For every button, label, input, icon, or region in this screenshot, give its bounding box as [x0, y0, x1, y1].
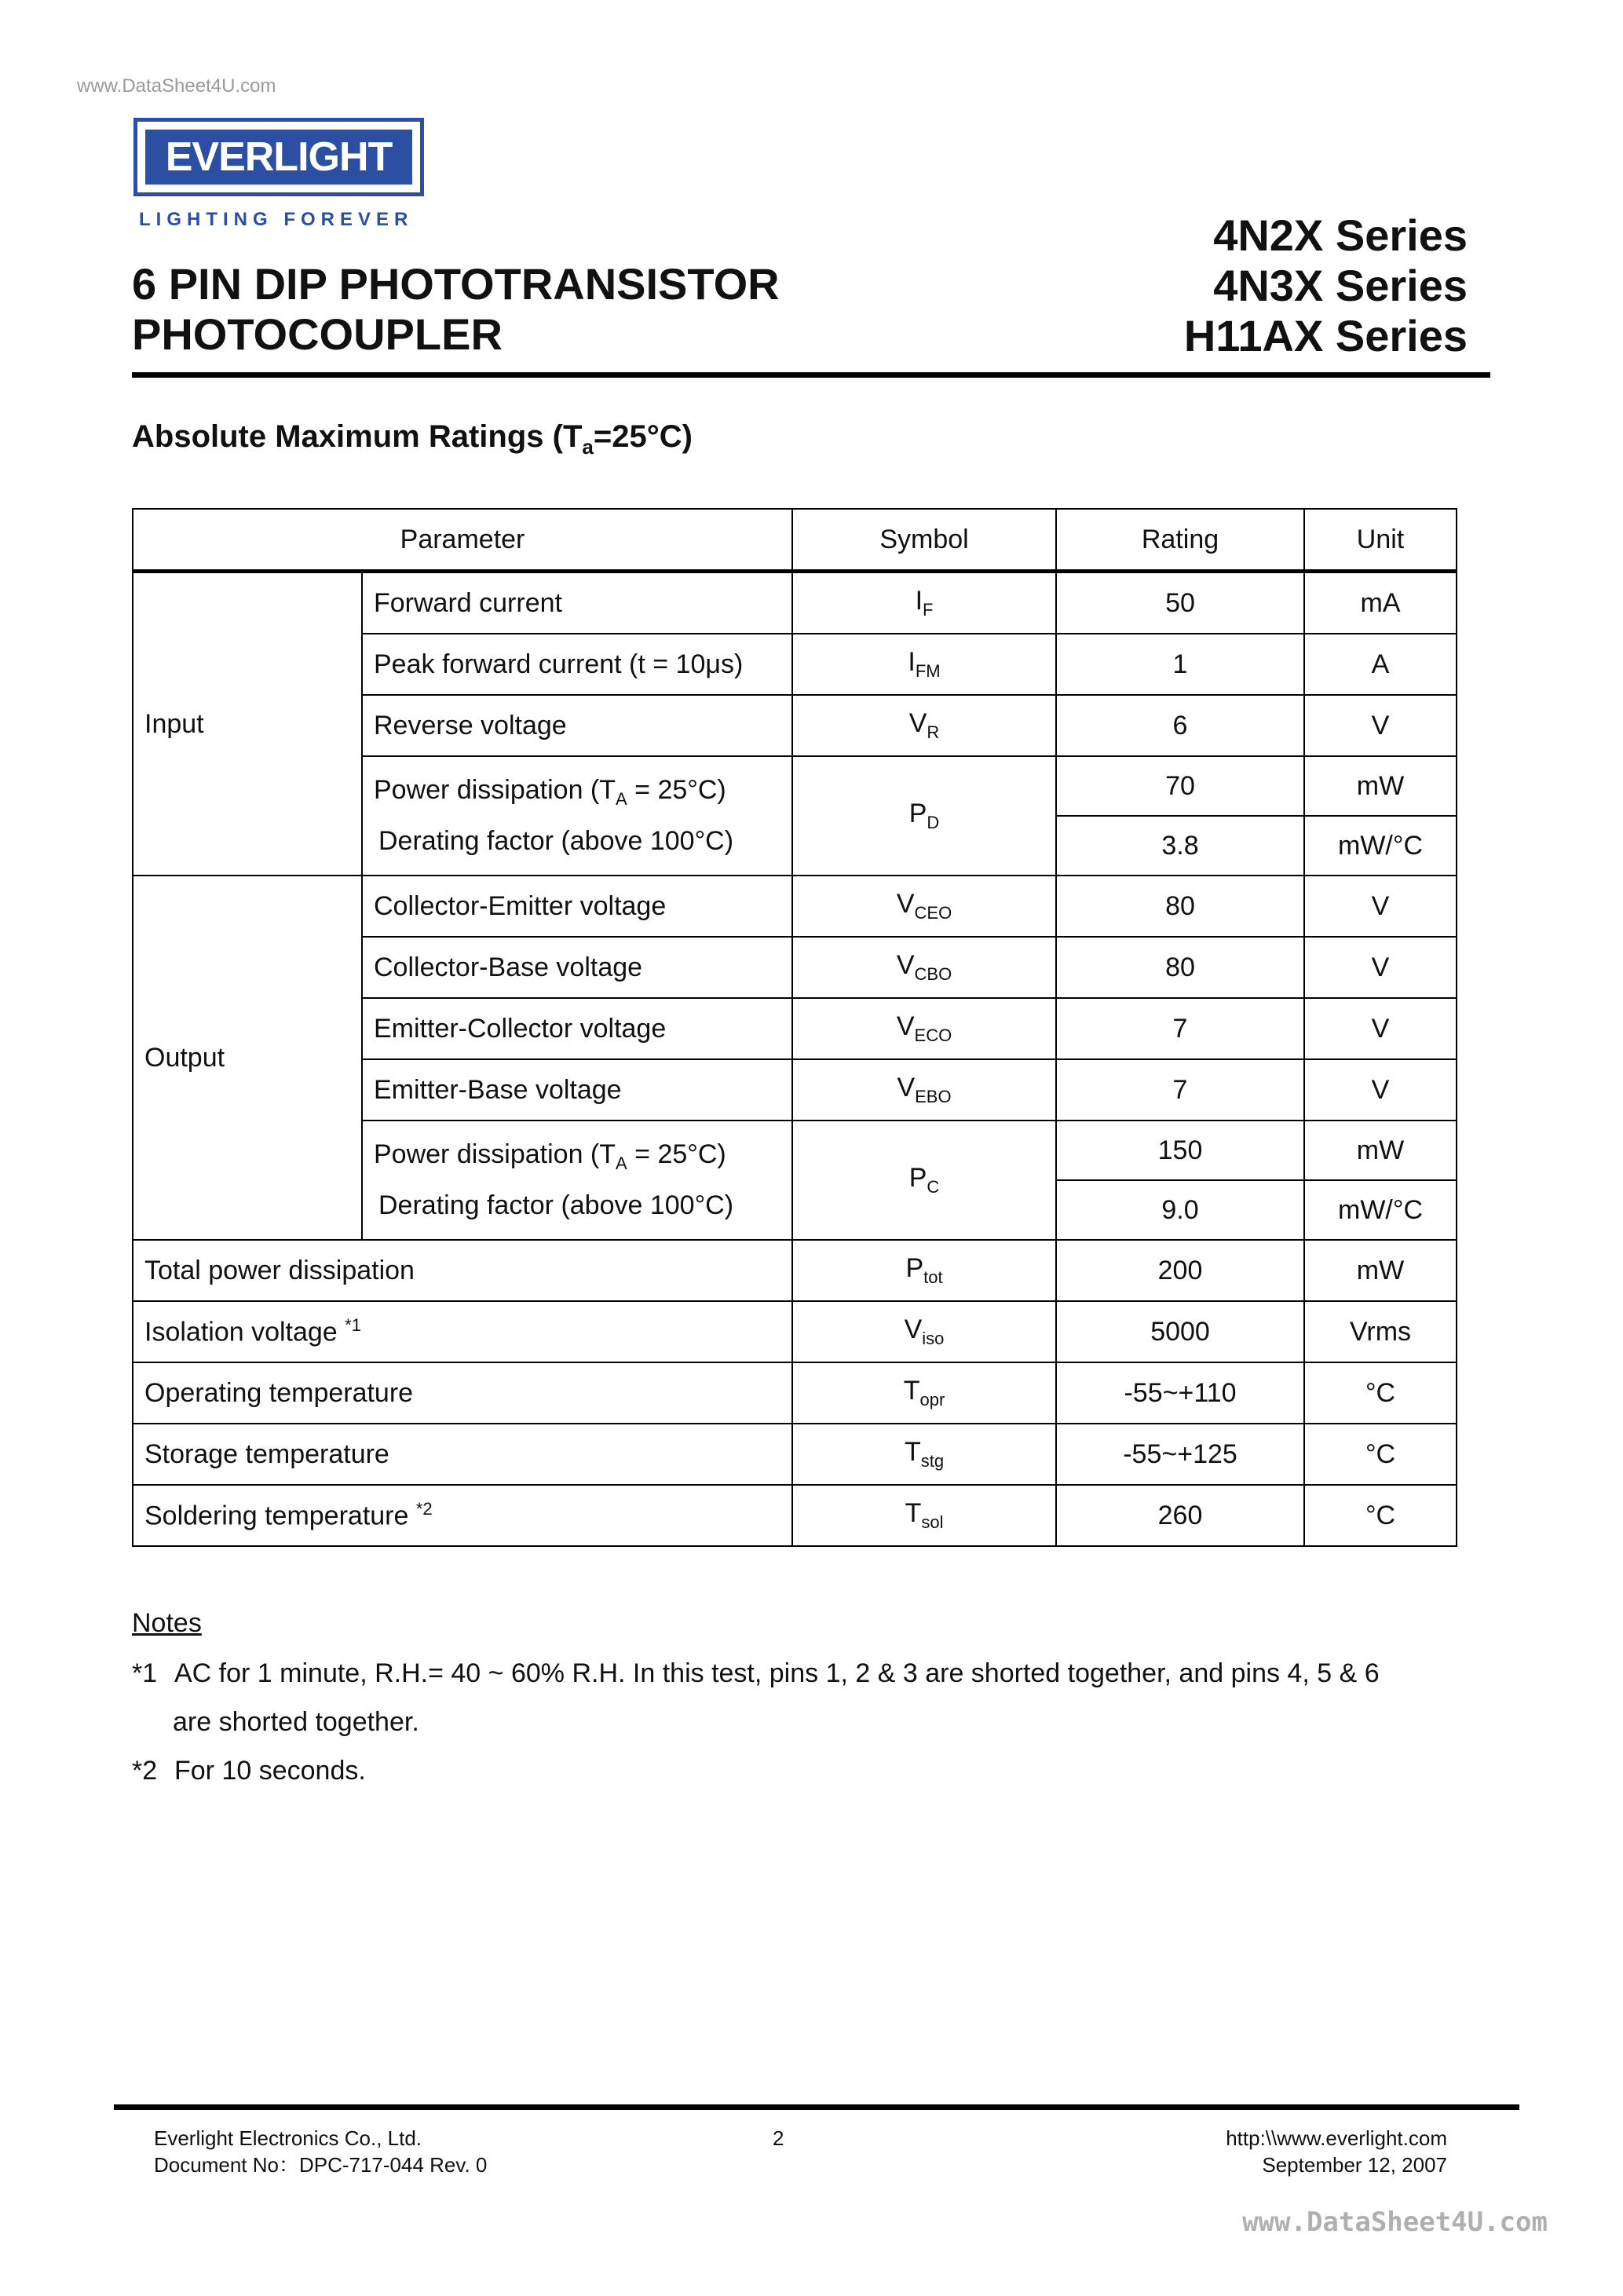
unit-vr: V [1304, 695, 1457, 756]
unit-viso: Vrms [1304, 1301, 1457, 1362]
symbol-pc: $P_C$ [792, 1121, 1056, 1240]
symbol-vcbo: $V_{CBO}$ [792, 937, 1056, 998]
footer-left [154, 2125, 487, 2178]
note-2-mark: *2 [132, 1756, 158, 1786]
param-soldering-temperature: Soldering temperature $^{*2}$ [133, 1485, 792, 1546]
table-row [133, 572, 1457, 634]
table-row [133, 1485, 1457, 1546]
symbol-vr: $V_R$ [792, 695, 1056, 756]
param-vcbo: Collector-Base voltage [362, 937, 792, 998]
symbol-tstg: $T_{stg}$ [792, 1424, 1056, 1485]
param-storage-temperature: Storage temperature [133, 1424, 792, 1485]
unit-ptot: mW [1304, 1240, 1457, 1301]
rating-tstg: -55~+125 [1056, 1424, 1304, 1485]
watermark-bottom: www.DataSheet4U.com [1242, 2206, 1548, 2238]
param-total-power: Total power dissipation [133, 1240, 792, 1301]
unit-tstg: °C [1304, 1424, 1457, 1485]
table-header-row [133, 509, 1457, 572]
rating-pc-derating: 9.0 [1056, 1180, 1304, 1240]
group-input: Input [133, 572, 362, 876]
symbol-ptot: $P_{tot}$ [792, 1240, 1056, 1301]
table-row [133, 1424, 1457, 1485]
header-unit: Unit [1304, 509, 1457, 572]
footer-rule [114, 2104, 1519, 2110]
rating-pd: 70 [1056, 756, 1304, 816]
param-forward-current: Forward current [362, 572, 792, 634]
rating-viso: 5000 [1056, 1301, 1304, 1362]
param-output-power [362, 1121, 792, 1240]
title-line-2: PHOTOCOUPLER [132, 309, 503, 359]
rating-if: 50 [1056, 572, 1304, 634]
param-reverse-voltage: Reverse voltage [362, 695, 792, 756]
unit-pd: mW [1304, 756, 1457, 816]
unit-pc: mW [1304, 1121, 1457, 1180]
rating-vceo: 80 [1056, 876, 1304, 937]
footer-right [1226, 2125, 1447, 2178]
unit-vceo: V [1304, 876, 1457, 937]
symbol-viso: $V_{iso}$ [792, 1301, 1056, 1362]
footer-url[interactable]: http:\\www.everlight.com [1226, 2126, 1447, 2150]
logo-tagline: LIGHTING FOREVER [139, 209, 414, 230]
symbol-if: $I_F$ [792, 572, 1056, 634]
notes-heading: Notes [132, 1608, 202, 1638]
rating-vcbo: 80 [1056, 937, 1304, 998]
param-peak-forward-current: Peak forward current (t = 10μs) [362, 634, 792, 695]
footer-company: Everlight Electronics Co., Ltd. [154, 2126, 422, 2150]
group-output: Output [133, 876, 362, 1240]
symbol-veco: $V_{ECO}$ [792, 998, 1056, 1059]
rating-pd-derating: 3.8 [1056, 816, 1304, 876]
symbol-vebo: $V_{EBO}$ [792, 1059, 1056, 1121]
symbol-ifm: $I_{FM}$ [792, 634, 1056, 695]
header-parameter: Parameter [133, 509, 792, 572]
header-rating: Rating [1056, 509, 1304, 572]
table-row [133, 876, 1457, 937]
param-vebo: Emitter-Base voltage [362, 1059, 792, 1121]
rating-ifm: 1 [1056, 634, 1304, 695]
footer-page-number: 2 [773, 2126, 784, 2150]
rating-ptot: 200 [1056, 1240, 1304, 1301]
param-power-dissipation: Power dissipation $(T_A = 25^\circ C)$ [374, 774, 726, 809]
footnote-ref-2: *2 [415, 1499, 433, 1519]
unit-pd-derating: mW/°C [1304, 816, 1457, 876]
param-operating-temperature: Operating temperature [133, 1362, 792, 1424]
series-list [1184, 210, 1468, 361]
note-1-line-1: AC for 1 minute, R.H.= 40 ~ 60% R.H. In this test, pins 1, 2 & 3 are shorted together, and pins 4, 5 & 6 [174, 1658, 1380, 1688]
symbol-tsol: $T_{sol}$ [792, 1485, 1056, 1546]
unit-if: mA [1304, 572, 1457, 634]
unit-tsol: °C [1304, 1485, 1457, 1546]
rating-vr: 6 [1056, 695, 1304, 756]
param-veco: Emitter-Collector voltage [362, 998, 792, 1059]
rating-vebo: 7 [1056, 1059, 1304, 1121]
series-h11ax: H11AX Series [1183, 311, 1468, 360]
note-1-line-2: are shorted together. [173, 1707, 419, 1737]
table-row [133, 1240, 1457, 1301]
param-power-dissipation: Power dissipation $(T_A = 25^\circ C)$ [374, 1139, 726, 1173]
unit-topr: °C [1304, 1362, 1457, 1424]
note-1-mark: *1 [132, 1658, 158, 1688]
param-vceo: Collector-Emitter voltage [362, 876, 792, 937]
logo-text: EVERLIGHT [145, 130, 412, 185]
rating-tsol: 260 [1056, 1485, 1304, 1546]
ratings-table [132, 508, 1457, 1547]
rating-pc: 150 [1056, 1121, 1304, 1180]
unit-pc-derating: mW/°C [1304, 1180, 1457, 1240]
everlight-logo [133, 118, 424, 196]
unit-vebo: V [1304, 1059, 1457, 1121]
document-title [132, 259, 780, 360]
symbol-topr: $T_{opr}$ [792, 1362, 1056, 1424]
note-2-text: For 10 seconds. [174, 1756, 366, 1786]
table-row [133, 1301, 1457, 1362]
series-4n2x: 4N2X Series [1213, 210, 1468, 260]
table-row [133, 1362, 1457, 1424]
param-isolation-voltage: Isolation voltage $^{*1}$ [133, 1301, 792, 1362]
watermark-top: www.DataSheet4U.com [77, 75, 276, 97]
footer-date: September 12, 2007 [1262, 2153, 1447, 2177]
section-title: Absolute Maximum Ratings $(T_a=25^\circ C)$ [132, 419, 693, 459]
title-line-1: 6 PIN DIP PHOTOTRANSISTOR [132, 259, 780, 309]
unit-veco: V [1304, 998, 1457, 1059]
unit-ifm: A [1304, 634, 1457, 695]
param-derating-factor: Derating factor (above 100°C) [378, 826, 734, 857]
unit-vcbo: V [1304, 937, 1457, 998]
footnote-ref-1: *1 [345, 1315, 361, 1336]
symbol-pd: $P_D$ [792, 756, 1056, 876]
rating-topr: -55~+110 [1056, 1362, 1304, 1424]
rating-veco: 7 [1056, 998, 1304, 1059]
param-input-power [362, 756, 792, 876]
footer-doc-number: Document No：DPC-717-044 Rev. 0 [154, 2153, 488, 2177]
series-4n3x: 4N3X Series [1213, 261, 1468, 310]
param-derating-factor: Derating factor (above 100°C) [378, 1190, 734, 1221]
header-rule [132, 372, 1490, 378]
header-symbol: Symbol [792, 509, 1056, 572]
symbol-vceo: $V_{CEO}$ [792, 876, 1056, 937]
